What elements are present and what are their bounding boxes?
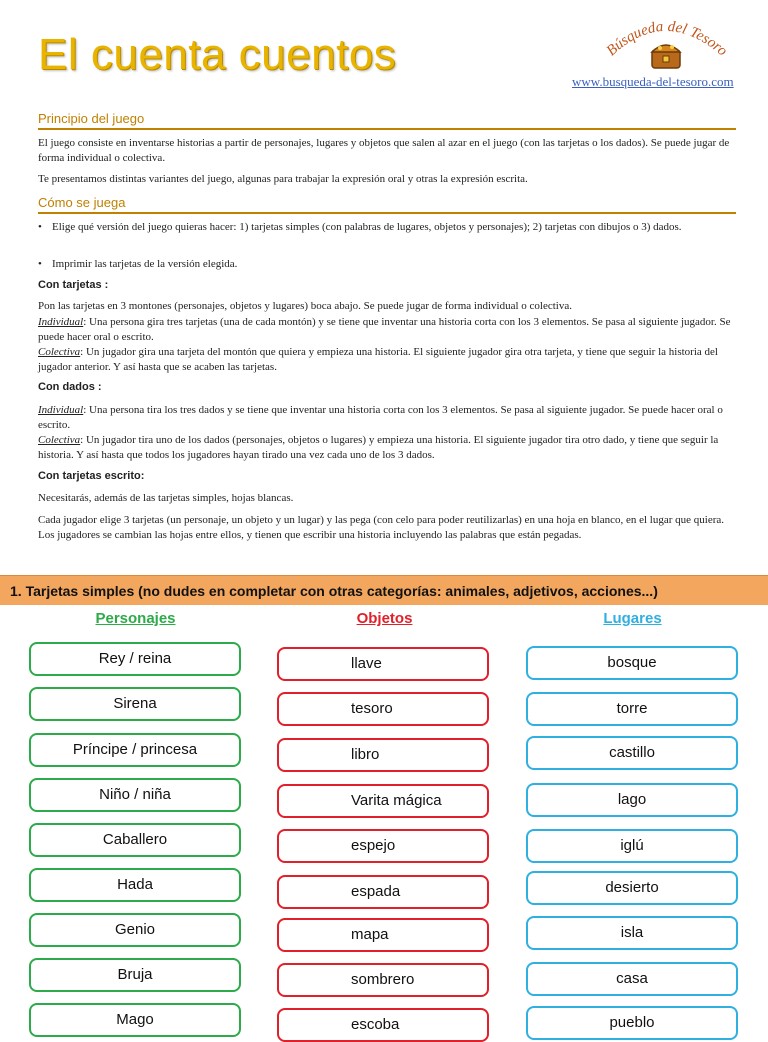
card-objeto: Varita mágica [277, 784, 489, 818]
card-personaje: Hada [29, 868, 241, 902]
card-personaje: Sirena [29, 687, 241, 721]
site-url-link[interactable]: www.busqueda-del-tesoro.com [572, 74, 734, 89]
bullet-text: Imprimir las tarjetas de la versión elegida. [52, 258, 238, 270]
como-heading: Cómo se juega [38, 195, 126, 210]
card-objeto: sombrero [277, 963, 489, 997]
card-personaje: Rey / reina [29, 642, 241, 676]
dados-colectiva-text: : Un jugador tira uno de los dados (personajes, objetos o lugares) y empieza una historia. El siguiente jugador tira otro dado, y tiene que seguir la historia. Y así hasta que todos los jugadores hayan tirado una vez cada uno de los 3 dados. [38, 434, 719, 461]
card-objeto: escoba [277, 1008, 489, 1042]
tarjetas-individual-text: : Una persona gira tres tarjetas (una de cada montón) y se tiene que inventar una historia corta con los 3 elementos. Se pasa al siguiente jugador. Se puede hacer oral o escrito. [38, 316, 731, 343]
card-lugar: pueblo [526, 1006, 738, 1040]
tarjetas-colectiva [38, 345, 738, 375]
tarjetas-heading: Con tarjetas : [38, 279, 109, 291]
bullet-dot-icon: • [38, 221, 42, 233]
column-title-lugares: Lugares [603, 610, 662, 627]
section-banner: 1. Tarjetas simples (no dudes en completar con otras categorías: animales, adjetivos, acciones...) [0, 575, 768, 605]
column-title-personajes: Personajes [95, 610, 176, 627]
card-lugar: lago [526, 783, 738, 817]
escrito-paragraph-2: Cada jugador elige 3 tarjetas (un personaje, un objeto y un lugar) y las pega (con celo para poder reutilizarlas) en una hoja en blanco, en el lugar que quiera. Los jugadores se cambian las hojas entre ellos, y tienen que escribir una historia incluyendo las palabras que están pegadas. [38, 514, 725, 541]
card-personaje: Niño / niña [29, 778, 241, 812]
card-lugar: torre [526, 692, 738, 726]
card-lugar: casa [526, 962, 738, 996]
dados-subheading [38, 380, 738, 395]
escrito-paragraph-1: Necesitarás, además de las tarjetas simples, hojas blancas. [38, 492, 294, 504]
dados-colectiva [38, 433, 738, 463]
escrito-subheading [38, 469, 738, 484]
treasure-logo-icon [600, 12, 730, 76]
principio-paragraph-2: Te presentamos distintas variantes del juego, algunas para trabajar la expresión oral y otras la expresión escrita. [38, 173, 528, 185]
dados-heading: Con dados : [38, 381, 102, 393]
card-lugar: iglú [526, 829, 738, 863]
dados-individual-label: Individual [38, 404, 84, 416]
card-lugar: bosque [526, 646, 738, 680]
card-objeto: mapa [277, 918, 489, 952]
logo-text: Búsqueda del Tesoro [603, 18, 730, 60]
card-personaje: Príncipe / princesa [29, 733, 241, 767]
tarjetas-individual-label: Individual [38, 316, 84, 328]
card-objeto: libro [277, 738, 489, 772]
bullet-text: Elige qué versión del juego quieras hacer: 1) tarjetas simples (con palabras de lugares, objetos y personajes); 2) tarjetas con dibujos o 3) dados. [52, 221, 682, 233]
card-lugar: desierto [526, 871, 738, 905]
dados-colectiva-label: Colectiva [38, 434, 81, 446]
tarjetas-colectiva-text: : Un jugador gira una tarjeta del montón que quiera y empieza una historia. El siguiente jugador gira otra tarjeta, y tiene que seguir la historia del jugador anterior. Y así hasta que se acaben las tarjetas. [38, 346, 718, 373]
principio-heading: Principio del juego [38, 111, 145, 126]
principio-divider [38, 128, 736, 130]
card-objeto: tesoro [277, 692, 489, 726]
como-divider [38, 212, 736, 214]
bullet-dot-icon: • [38, 258, 42, 270]
card-lugar: isla [526, 916, 738, 950]
card-objeto: llave [277, 647, 489, 681]
card-personaje: Bruja [29, 958, 241, 992]
column-title-objetos: Objetos [356, 610, 413, 627]
page-title: El cuenta cuentos [38, 30, 397, 79]
dados-individual-text: : Una persona tira los tres dados y se tiene que inventar una historia corta con los 3 elementos. Se pasa al siguiente jugador. Se puede hacer oral o escrito. [38, 404, 723, 431]
escrito-heading: Con tarjetas escrito: [38, 470, 145, 482]
card-personaje: Caballero [29, 823, 241, 857]
principio-paragraph-1: El juego consiste en inventarse historias a partir de personajes, lugares y objetos que salen al azar en el juego (con las tarjetas o los dados). Se puede jugar de forma individual o colectiva. [38, 137, 730, 164]
card-personaje: Mago [29, 1003, 241, 1037]
tarjetas-individual [38, 315, 738, 345]
tarjetas-subheading [38, 278, 738, 293]
card-lugar: castillo [526, 736, 738, 770]
dados-individual [38, 403, 738, 433]
card-objeto: espejo [277, 829, 489, 863]
card-objeto: espada [277, 875, 489, 909]
tarjetas-paragraph: Pon las tarjetas en 3 montones (personajes, objetos y lugares) boca abajo. Se puede jugar de forma individual o colectiva. [38, 300, 572, 312]
card-personaje: Genio [29, 913, 241, 947]
tarjetas-colectiva-label: Colectiva [38, 346, 81, 358]
